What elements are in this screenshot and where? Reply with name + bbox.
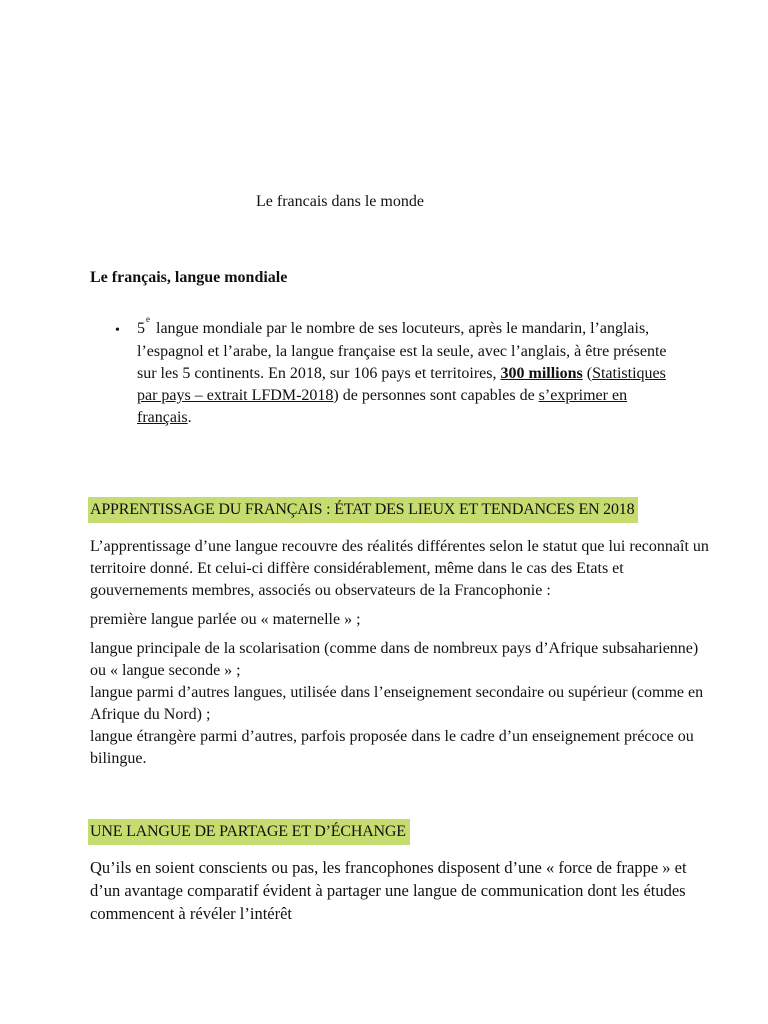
status-item-scolarisation: langue principale de la scolarisation (comme dans de nombreux pays d’Afrique subsaharienne) ou « langue seconde » ; <box>90 640 699 679</box>
section-heading-francais-langue-mondiale: Le français, langue mondiale <box>90 269 288 286</box>
bullet-text <box>137 314 682 429</box>
section-heading-apprentissage: APPRENTISSAGE DU FRANÇAIS : ÉTAT DES LIEUX ET TENDANCES EN 2018 <box>88 497 638 523</box>
bullet-text-part-b: ( <box>582 365 593 382</box>
status-item-autres-langues: langue parmi d’autres langues, utilisée dans l’enseignement secondaire ou supérieur (comme en Afrique du Nord) ; <box>90 684 704 723</box>
link-300-millions[interactable]: 300 millions <box>500 365 583 382</box>
link-sexprimer-en-francais[interactable]: s’exprimer en français <box>137 387 628 426</box>
rank-superscript: e <box>146 314 150 324</box>
bullet-text-part-d: . <box>187 409 192 426</box>
bullet-icon: • <box>115 323 120 338</box>
status-item-etrangere: langue étrangère parmi d’autres, parfois proposée dans le cadre d’un enseignement précoce ou bilingue. <box>90 728 694 767</box>
apprentissage-intro: L’apprentissage d’une langue recouvre des réalités différentes selon le statut que lui reconnaît un territoire donné. Et celui-ci diffère considérablement, même dans le cas des Etats et gouvernements membres, associés ou observateurs de la Francophonie : <box>90 538 709 599</box>
bullet-text-part-c: ) de personnes sont capables de <box>333 387 539 404</box>
status-item-maternelle: première langue parlée ou « maternelle » ; <box>90 611 361 628</box>
bullet-text-part-a: langue mondiale par le nombre de ses locuteurs, après le mandarin, l’anglais, l’espagnol et l’arabe, la langue française est la seule, avec l’anglais, à être présente sur les 5 continents. En 2018, sur 106 pays et territoires, <box>137 320 667 382</box>
partage-body: Qu’ils en soient conscients ou pas, les francophones disposent d’une « force de frappe » et d’un avantage comparatif évident à partager une langue de communication dont les études commencent à révéler l’intérêt <box>90 858 687 923</box>
section-heading-partage-echange: UNE LANGUE DE PARTAGE ET D’ÉCHANGE <box>88 819 410 845</box>
apprentissage-body <box>90 536 710 770</box>
rank-number: 5 <box>137 320 145 337</box>
link-statistiques-par-pays[interactable]: Statistiques par pays – extrait LFDM-2018 <box>137 365 666 404</box>
document-title: Le francais dans le monde <box>256 193 424 210</box>
